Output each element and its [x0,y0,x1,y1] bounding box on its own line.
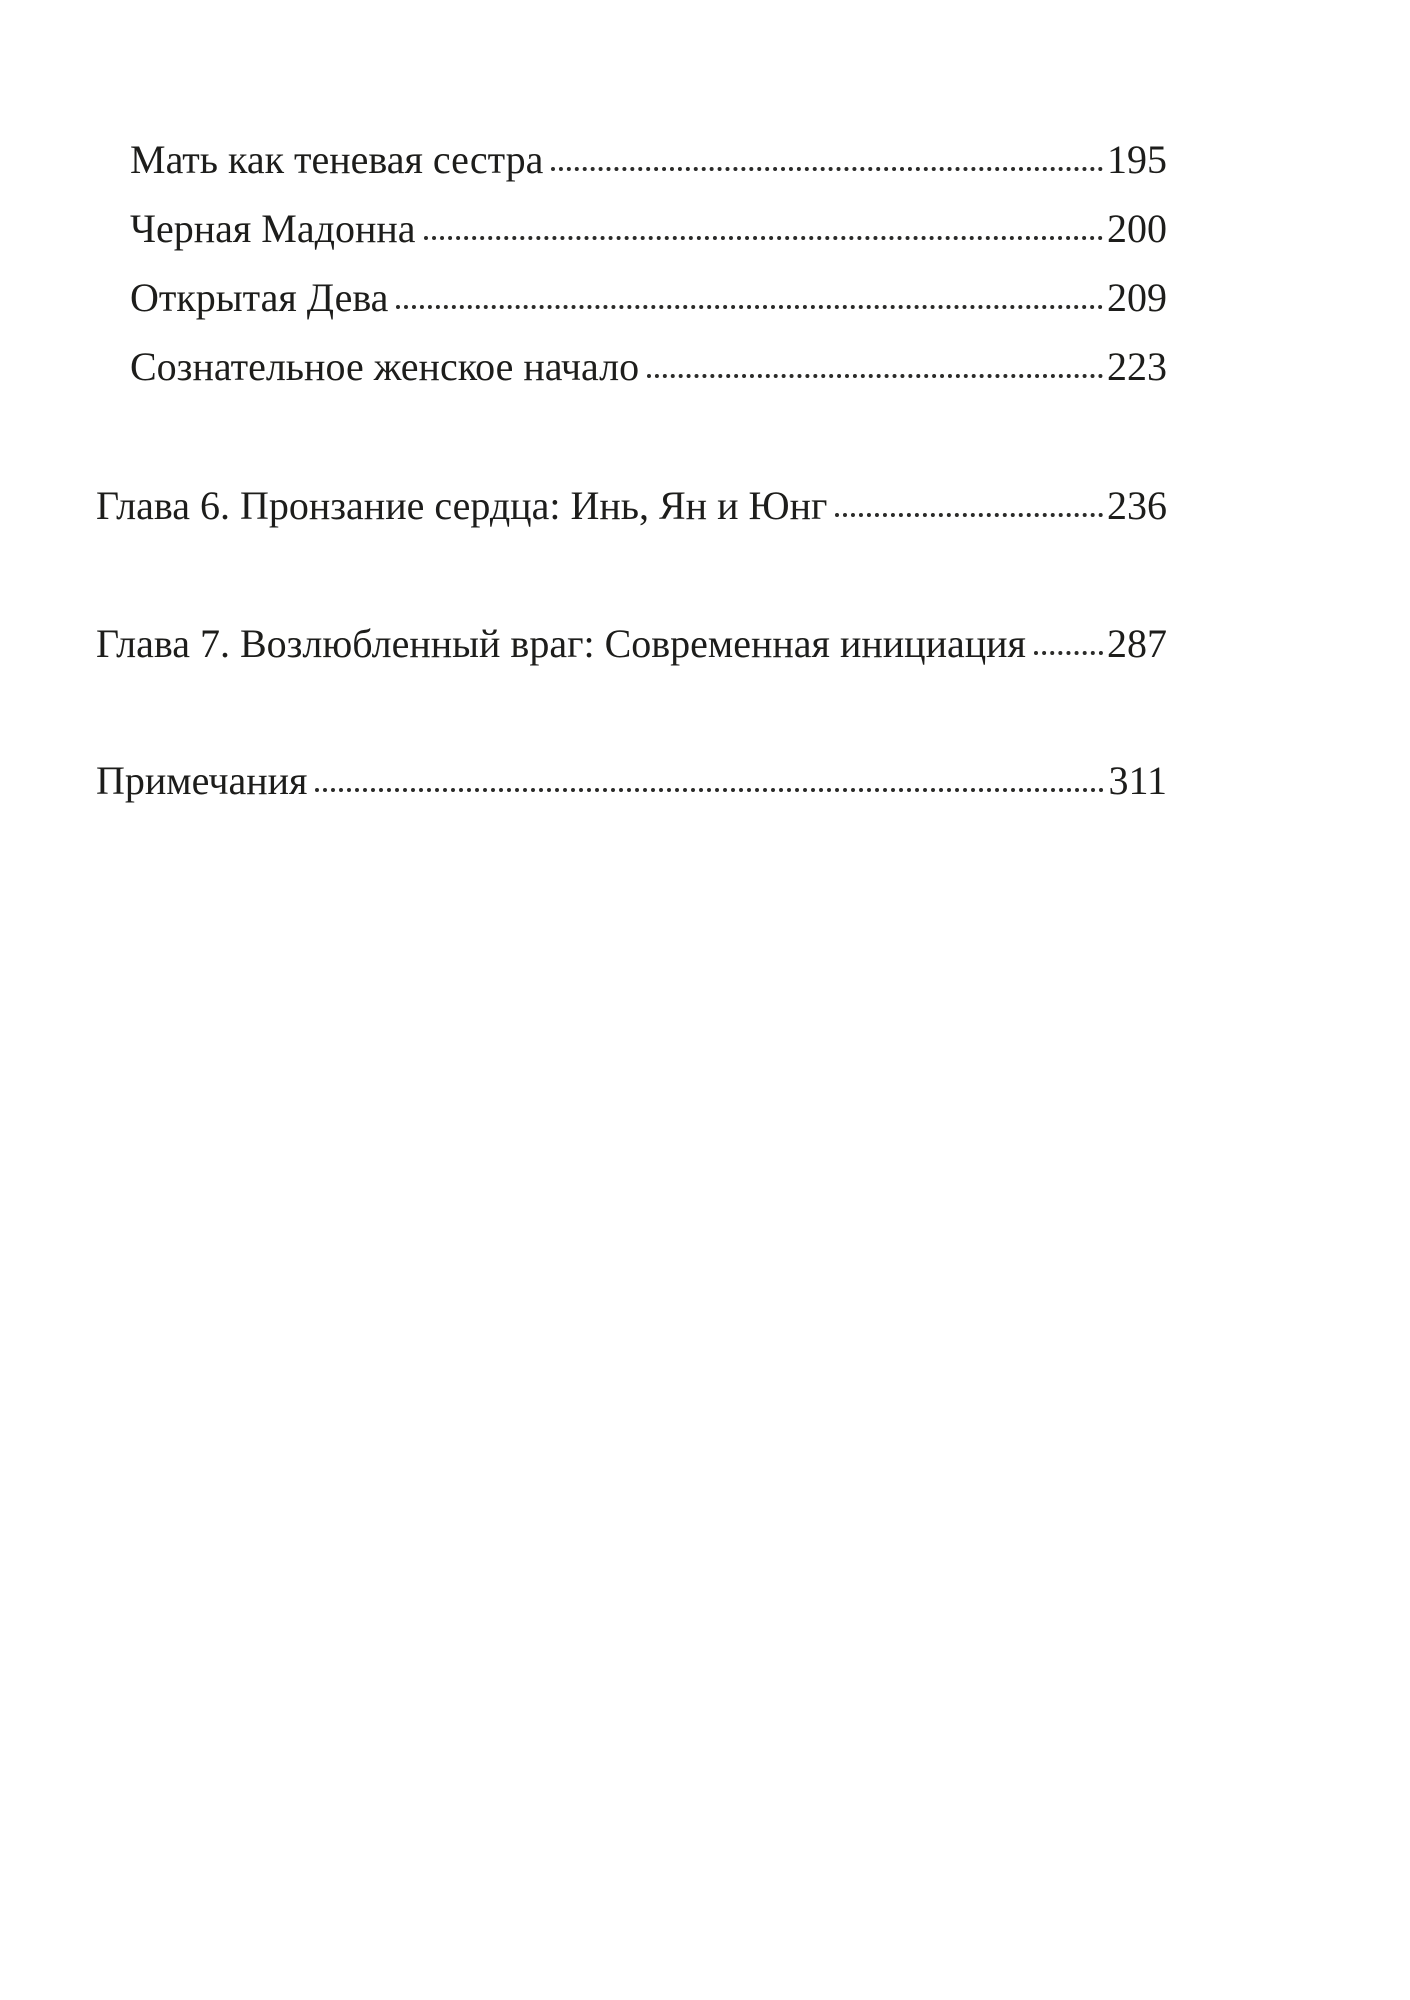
toc-entry-page: 223 [1107,344,1167,389]
toc-entry-page: 200 [1107,206,1167,251]
dot-leader [396,305,1103,309]
toc-entry-page: 287 [1107,621,1167,666]
toc-entry-conscious-feminine[interactable] [130,339,1167,395]
toc-entry-page: 195 [1107,137,1167,182]
toc-entry-chapter-7[interactable] [96,616,1167,672]
toc-entry-page: 311 [1108,758,1167,803]
dot-leader [1034,651,1103,655]
toc-entry-mother-shadow-sister[interactable] [130,132,1167,188]
toc-entry-title: Сознательное женское начало [130,344,640,389]
dot-leader [835,513,1103,517]
toc-entry-page: 236 [1107,483,1167,528]
toc-entry-chapter-6[interactable] [96,478,1167,534]
toc-entry-page: 209 [1107,275,1167,320]
toc-entry-title: Черная Мадонна [130,206,416,251]
toc-entry-title: Примечания [96,758,308,803]
toc-entry-title: Открытая Дева [130,275,389,320]
dot-leader [315,788,1104,792]
dot-leader [647,374,1103,378]
toc-entry-notes[interactable] [96,753,1167,809]
toc-entry-black-madonna[interactable] [130,201,1167,257]
dot-leader [424,236,1103,240]
toc-entry-open-virgin[interactable] [130,270,1167,326]
dot-leader [551,167,1103,171]
toc-entry-title: Глава 6. Пронзание сердца: Инь, Ян и Юнг [96,483,828,528]
toc-entry-title: Мать как теневая сестра [130,137,544,182]
toc-entry-title: Глава 7. Возлюбленный враг: Современная инициация [96,621,1026,666]
